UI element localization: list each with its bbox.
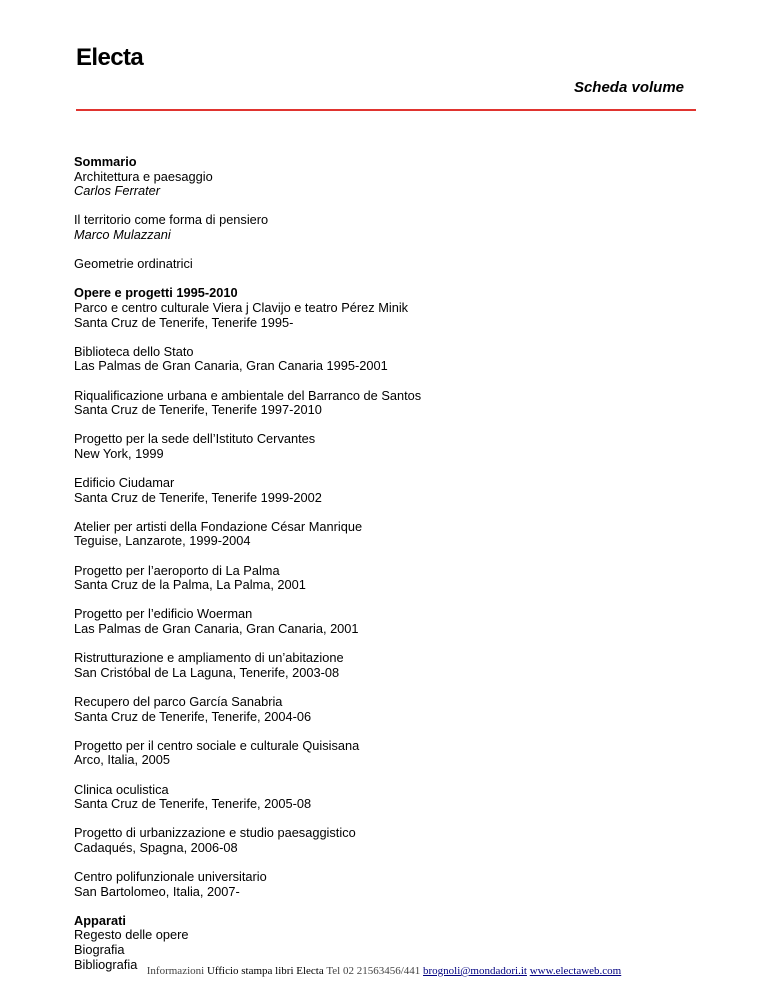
- content-block: [74, 389, 694, 418]
- content-line: Il territorio come forma di pensiero: [74, 212, 269, 228]
- content-line: Progetto per la sede dell’Istituto Cervantes: [74, 431, 316, 447]
- content-line: Architettura e paesaggio: [74, 168, 213, 184]
- content-line: Clinica oculistica: [74, 781, 169, 797]
- content-line: Las Palmas de Gran Canaria, Gran Canaria, 2001: [74, 621, 359, 636]
- content-line: Santa Cruz de la Palma, La Palma, 2001: [74, 577, 306, 593]
- content-block: [74, 476, 694, 505]
- content-line: Progetto di urbanizzazione e studio paesaggistico: [74, 825, 356, 841]
- author-name: Marco Mulazzani: [74, 226, 171, 242]
- content-line: New York, 1999: [74, 445, 164, 461]
- author-name: Carlos Ferrater: [74, 183, 161, 199]
- table-of-contents: [74, 155, 694, 972]
- document-type-label: Scheda volume: [573, 79, 684, 96]
- content-block: [74, 826, 694, 855]
- content-block: [74, 432, 694, 461]
- content-block: [74, 607, 694, 636]
- content-block: [74, 286, 694, 330]
- content-block: [74, 739, 694, 768]
- footer-website-link[interactable]: www.electaweb.com: [529, 965, 622, 977]
- content-line: Santa Cruz de Tenerife, Tenerife, 2004-06: [74, 708, 312, 724]
- content-line: Santa Cruz de Tenerife, Tenerife 1995-: [74, 314, 294, 330]
- footer: [0, 965, 768, 977]
- content-line: Regesto delle opere: [74, 927, 189, 943]
- footer-email-link[interactable]: brognoli@mondadori.it: [423, 965, 527, 977]
- content-block: [74, 345, 694, 374]
- footer-phone: Tel 02 21563456/441: [326, 965, 421, 977]
- content-line: Santa Cruz de Tenerife, Tenerife 1999-2002: [74, 489, 322, 505]
- content-line: San Cristóbal de La Laguna, Tenerife, 2003-08: [74, 664, 340, 680]
- content-block: [74, 783, 694, 812]
- content-line: Parco e centro culturale Viera j Clavijo e teatro Pérez Minik: [74, 299, 409, 315]
- content-line: Ristrutturazione e ampliamento di un’abitazione: [74, 650, 344, 666]
- section-heading: Sommario: [74, 154, 137, 169]
- electa-logo: Electa: [76, 44, 144, 71]
- content-line: Biografia: [74, 942, 125, 958]
- content-line: Progetto per il centro sociale e culturale Quisisana: [74, 737, 360, 753]
- content-line: Riqualificazione urbana e ambientale del Barranco de Santos: [74, 387, 422, 403]
- content-line: Geometrie ordinatrici: [74, 256, 193, 272]
- content-block: [74, 870, 694, 899]
- content-line: San Bartolomeo, Italia, 2007-: [74, 883, 240, 899]
- section-heading: Opere e progetti 1995-2010: [74, 285, 238, 301]
- content-line: Bibliografia: [74, 956, 138, 972]
- content-line: Biblioteca dello Stato: [74, 343, 194, 359]
- content-line: Centro polifunzionale universitario: [74, 869, 267, 885]
- content-line: Progetto per l’edificio Woerman: [74, 606, 253, 622]
- content-block: [74, 914, 694, 972]
- content-line: Edificio Ciudamar: [74, 475, 175, 491]
- content-line: Recupero del parco García Sanabria: [74, 693, 283, 709]
- content-line: Santa Cruz de Tenerife, Tenerife, 2005-08: [74, 796, 312, 812]
- footer-department: Ufficio stampa libri Electa: [206, 965, 324, 977]
- content-block: [74, 213, 694, 242]
- content-line: Atelier per artisti della Fondazione César Manrique: [74, 518, 363, 534]
- content-block: [74, 155, 694, 199]
- content-block: [74, 257, 694, 272]
- content-block: [74, 651, 694, 680]
- footer-label: Informazioni: [146, 965, 205, 977]
- section-heading: Apparati: [74, 912, 126, 928]
- content-block: [74, 520, 694, 549]
- content-block: [74, 695, 694, 724]
- content-line: Santa Cruz de Tenerife, Tenerife 1997-2010: [74, 402, 322, 418]
- content-block: [74, 564, 694, 593]
- content-line: Las Palmas de Gran Canaria, Gran Canaria 1995-2001: [74, 358, 388, 374]
- content-line: Teguise, Lanzarote, 1999-2004: [74, 533, 251, 549]
- content-line: Arco, Italia, 2005: [74, 752, 171, 768]
- content-line: Progetto per l’aeroporto di La Palma: [74, 562, 280, 578]
- content-line: Cadaqués, Spagna, 2006-08: [74, 839, 238, 855]
- header-divider: [76, 109, 696, 111]
